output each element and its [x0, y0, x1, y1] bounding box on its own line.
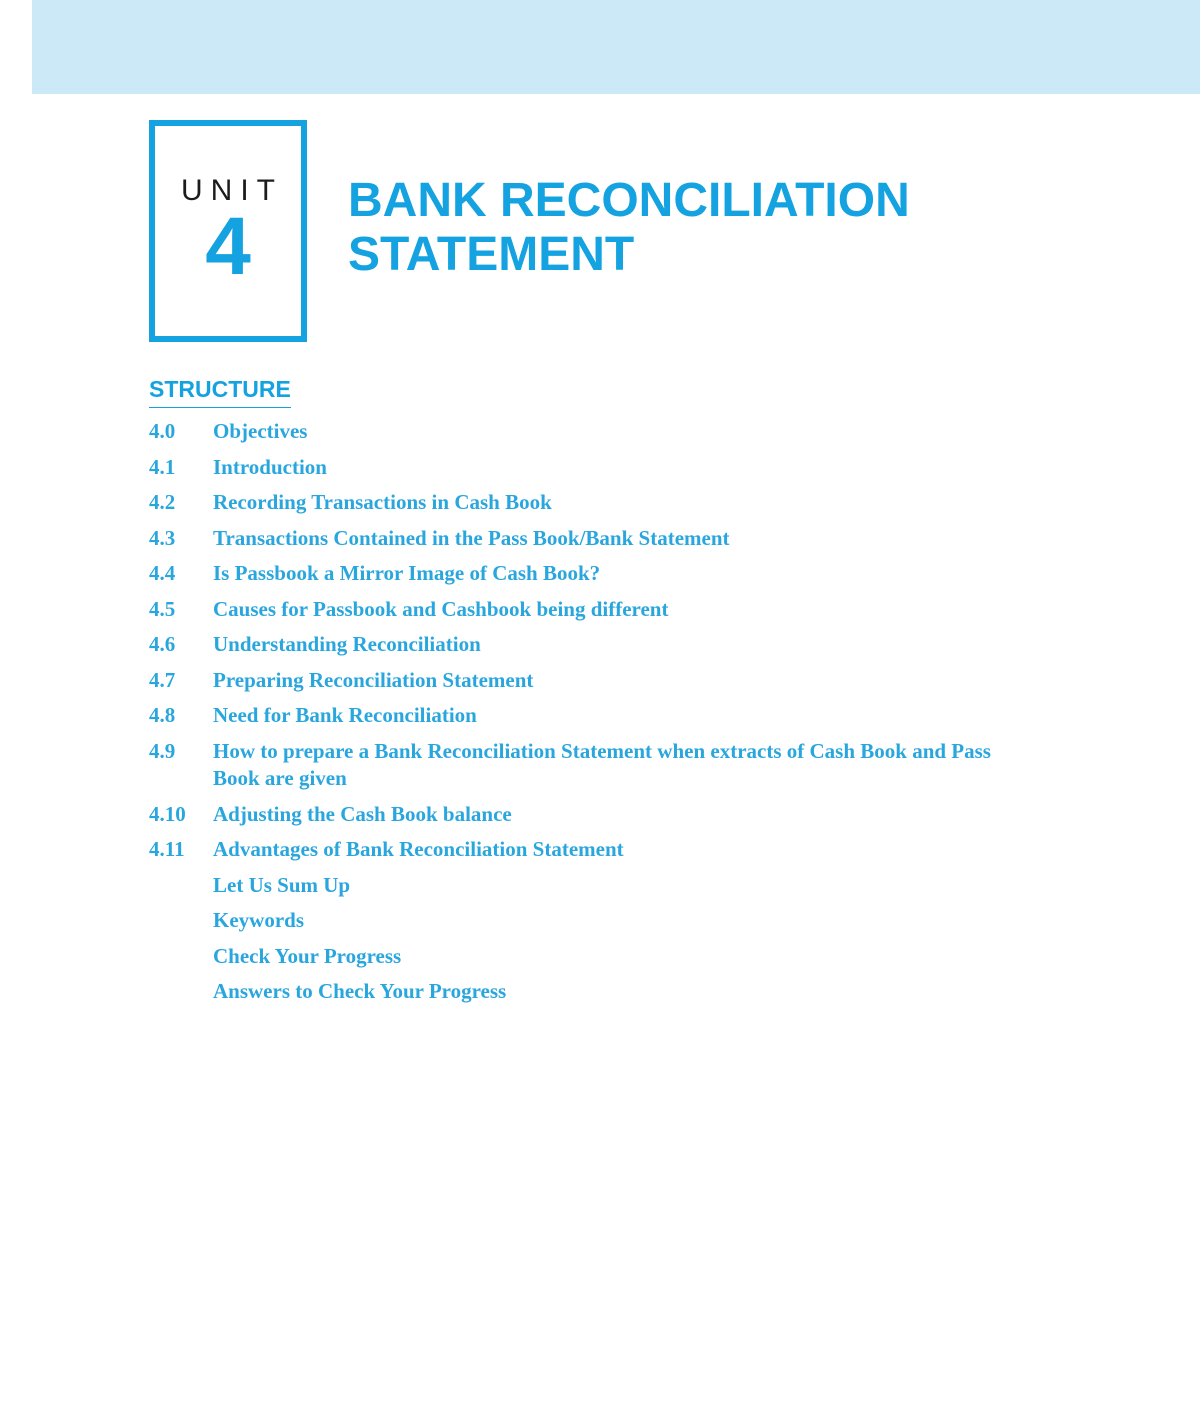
chapter-title — [348, 174, 910, 282]
toc-item-number: 4.3 — [149, 525, 176, 550]
structure-heading: STRUCTURE — [149, 376, 291, 408]
unit-number: 4 — [205, 201, 251, 292]
toc-item-label: Is Passbook a Mirror Image of Cash Book? — [213, 561, 601, 585]
toc-item[interactable] — [149, 702, 1049, 730]
toc-item[interactable] — [149, 418, 1049, 446]
toc-item-number: 4.7 — [149, 667, 176, 692]
toc-item-label: Check Your Progress — [213, 943, 402, 968]
toc-item-number: 4.4 — [149, 561, 176, 585]
header-band — [32, 0, 1200, 94]
toc-item-label: Introduction — [213, 454, 327, 479]
toc-item-label: Adjusting the Cash Book balance — [213, 801, 512, 826]
toc-item[interactable] — [149, 631, 1049, 659]
toc-item-label: Need for Bank Reconciliation — [213, 703, 477, 727]
toc-item-label: Understanding Reconciliation — [213, 632, 481, 656]
toc-item[interactable] — [149, 667, 1049, 695]
toc-item-label: Preparing Reconciliation Statement — [213, 667, 534, 692]
chapter-title-line-2: STATEMENT — [348, 228, 635, 281]
chapter-title-line-1: BANK RECONCILIATION — [348, 174, 910, 227]
toc-item-label: Keywords — [213, 908, 304, 932]
toc-item-number: 4.11 — [149, 837, 185, 861]
toc-item-number: 4.9 — [149, 738, 176, 763]
toc-item-label: Answers to Check Your Progress — [213, 979, 507, 1003]
toc-item[interactable] — [149, 907, 1049, 935]
toc-item-number: 4.5 — [149, 596, 176, 621]
unit-label: UNIT — [181, 174, 283, 207]
toc-item[interactable] — [149, 738, 1049, 793]
toc-item-label: Recording Transactions in Cash Book — [213, 490, 552, 514]
toc-item[interactable] — [149, 560, 1049, 588]
toc-item[interactable] — [149, 836, 1049, 864]
toc-item-number: 4.8 — [149, 703, 176, 727]
toc-item-label: How to prepare a Bank Reconciliation Statement when extracts of Cash Book and Pass Book are given — [213, 738, 991, 790]
toc-item[interactable] — [149, 872, 1049, 900]
toc-item[interactable] — [149, 801, 1049, 829]
toc-item-label: Objectives — [213, 419, 308, 443]
toc-item[interactable] — [149, 978, 1049, 1006]
table-of-contents — [149, 418, 1049, 1014]
toc-item-number: 4.0 — [149, 419, 176, 443]
toc-item[interactable] — [149, 489, 1049, 517]
toc-item-label: Transactions Contained in the Pass Book/Bank Statement — [213, 525, 730, 550]
toc-item-label: Advantages of Bank Reconciliation Statement — [213, 837, 624, 861]
toc-item-number: 4.2 — [149, 490, 176, 514]
toc-item[interactable] — [149, 943, 1049, 971]
toc-item-label: Let Us Sum Up — [213, 872, 351, 897]
toc-item-label: Causes for Passbook and Cashbook being different — [213, 596, 669, 621]
toc-item[interactable] — [149, 596, 1049, 624]
toc-item[interactable] — [149, 525, 1049, 553]
toc-item-number: 4.10 — [149, 801, 186, 826]
toc-item-number: 4.6 — [149, 632, 176, 656]
unit-badge — [149, 120, 307, 342]
toc-item-number: 4.1 — [149, 454, 176, 479]
toc-item[interactable] — [149, 454, 1049, 482]
